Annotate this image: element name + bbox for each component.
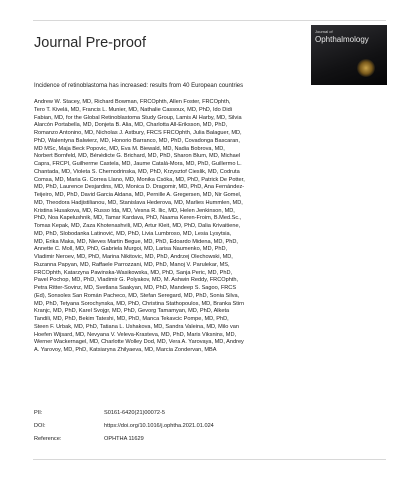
reference-row xyxy=(34,436,144,442)
author-list xyxy=(34,99,390,355)
author-line: Capra, FRCPI, Guilherme Castela, MD, Jaume Catalá-Mora, MD, PhD, Guillermo L. xyxy=(34,161,242,167)
author-line: Werner Wackernagel, MD, Charlotte Wolley Dod, MD, Vera A. Yarovaya, MD, Andrey xyxy=(34,339,244,346)
author-line: Petra Ritter-Sovinz, MD, Svetlana Saakyan, MD, PhD, Mandeep S. Sagoo, FRCS xyxy=(34,285,237,291)
author-line: MD, Erika Maka, MD, Nieves Martin Begue, MD, PhD, Edoardo Midena, MD, PhD, xyxy=(34,238,238,245)
author-line: MD MSc, Maja Beck Popovic, MD, Eva M. Biewald, MD, Nadia Bobrova, MD, xyxy=(34,145,225,152)
author-line: Romanzo Antonino, MD, Nicholas J. Astbury, FRCS FRCOphth, Julia Balaguer, MD, xyxy=(34,130,242,136)
author-line: MD, PhD, Tetyana Sorochynska, MD, PhD, Christina Stathopoulos, MD, Branka Stirn xyxy=(34,300,245,307)
reference-value: OPHTHA 11629 xyxy=(104,436,144,442)
author-line: Fabian, MD, for the Global Retinoblastoma Study Group, Lamis Al Harby, MD, Silvia xyxy=(34,114,242,121)
author-line: Comsa, MD, Maria G. Correa Llano, MD, Monika Csóka, MD, PhD, Patrick De Potter, xyxy=(34,176,245,183)
doi-label: DOI: xyxy=(34,423,46,429)
journal-cover-thumbnail xyxy=(311,25,387,85)
author-line: Teijeiro, MD, PhD, David Garcia Aldana, MD, Pernille A. Gregersen, MD, Nir Gomel, xyxy=(34,192,242,198)
author-line: PhD, Noa Kapelushnik, MD, Tamar Kardava, PhD, Naama Keren-Froim, B.Med.Sc., xyxy=(34,215,242,222)
reference-label: Reference: xyxy=(34,436,62,442)
doi-link[interactable]: https://doi.org/10.1016/j.ophtha.2021.01.024 xyxy=(104,423,214,429)
author-line: Norbert Bornfeld, MD, Bénédicte G. Brichard, MD, PhD, Sharon Blum, MD, Michael xyxy=(34,153,241,160)
author-line: Ruzanna Papyan, MD, Raffaele Parrozzani, MD, PhD, Manoj V. Parulekar, MS, xyxy=(34,261,230,268)
author-line: MD, PhD, Slobodanka Latinović, MD, PhD, Livia Lumbroso, MD, Lesia Lysytsia, xyxy=(34,230,232,237)
author-line: Hoefen Wijsard, MD, Nevyana V. Veleva-Krasteva, MD, PhD, Maris Viksnins, MD, xyxy=(34,331,237,338)
doi-row xyxy=(34,423,214,429)
author-line: MD, Theodora Hadjistilianou, MD, Stanislava Hederova, MD, Marlies Hummlen, MD, xyxy=(34,199,243,206)
author-line: Pavel Pochop, MD, PhD, Vladimir G. Polyakov, MD, M. Ashwin Reddy, FRCOphth, xyxy=(34,277,239,284)
author-line: Kristina Husakova, MD, Russo Ida, MD, Vesna R. Ilic, MD, Helen Jenkinson, MD, xyxy=(34,207,235,214)
journal-pre-proof-heading: Journal Pre-proof xyxy=(34,35,147,51)
author-line: FRCOphth, Katarzyna Pawinska-Wasikowska, MD, PhD, Sanja Peric, MD, PhD, xyxy=(34,269,233,276)
author-line: MD, PhD, Laurence Desjardins, MD, Monica D. Dragomir, MD, PhD, Ana Fernández- xyxy=(34,184,245,191)
author-line: Vladimir Neroev, MD, PhD, Marina Nikitovic, MD, PhD, Andrzej Olechowski, MD, xyxy=(34,254,233,260)
author-line: Chantada, MD, Violeta S. Chernodrinska, MD, PhD, Krzysztof Cieslik, MD, Codruta xyxy=(34,168,240,175)
cover-journal-name: Ophthalmology xyxy=(315,35,369,44)
bottom-divider xyxy=(33,459,386,460)
author-line: Andrew W. Stacey, MD, Richard Bowman, FRCOphth, Allen Foster, FRCOphth, xyxy=(34,99,231,105)
cover-eye-image xyxy=(357,59,375,77)
author-line: (Ed), Sonsoles San Román Pacheco, MD, Stefan Seregard, MD, PhD, Sonia Silva, xyxy=(34,292,240,299)
author-line: Alarcón Portabella, MD, Donjeta B. Alia, MD, Charlotta All-Eriksson, MD, PhD, xyxy=(34,122,228,129)
author-line: PhD, Walentyna Balwierz, MD, Honorio Barranco, MD, PhD, Covadonga Bascaran, xyxy=(34,137,240,144)
author-line: Steen F. Urbak, MD, PhD, Tatiana L. Ushakova, MD, Sandra Valeina, MD, Milo van xyxy=(34,323,239,330)
top-divider xyxy=(33,20,386,21)
pii-row xyxy=(34,410,165,416)
pii-label: PII: xyxy=(34,410,43,416)
author-line: Annette C. Moll, MD, PhD, Gabriela Murgoi, MD, Larisa Naumenko, MD, PhD, xyxy=(34,246,228,253)
author-line: A. Yarovoy, MD, PhD, Katsiaryna Zhilyaeva, MD, Marcia Zondervan, MBA xyxy=(34,347,217,353)
author-line: Kranjc, MD, PhD, Karel Svojgr, MD, PhD, Gevorg Tamamyan, MD, PhD, Alketa xyxy=(34,308,230,315)
cover-subtitle: Journal of xyxy=(315,29,333,34)
paper-title: Incidence of retinoblastoma has increased: results from 40 European countries xyxy=(34,83,244,89)
pii-value: S0161-6420(21)00072-5 xyxy=(104,410,165,416)
author-line: Tomas Kepak, MD, Zaza Khotenashvili, MD, Artur Kleit, MD, PhD, Dalia Krivaitiene, xyxy=(34,223,241,229)
author-line: Tero T. Kivelä, MD, Francis L. Munier, MD, Nathalie Cassoux, MD, PhD, Ido Didi xyxy=(34,106,232,113)
author-line: Tandili, MD, PhD, Bekim Tateshi, MD, PhD, Manca Tekavcic Pompe, MD, PhD, xyxy=(34,316,229,322)
